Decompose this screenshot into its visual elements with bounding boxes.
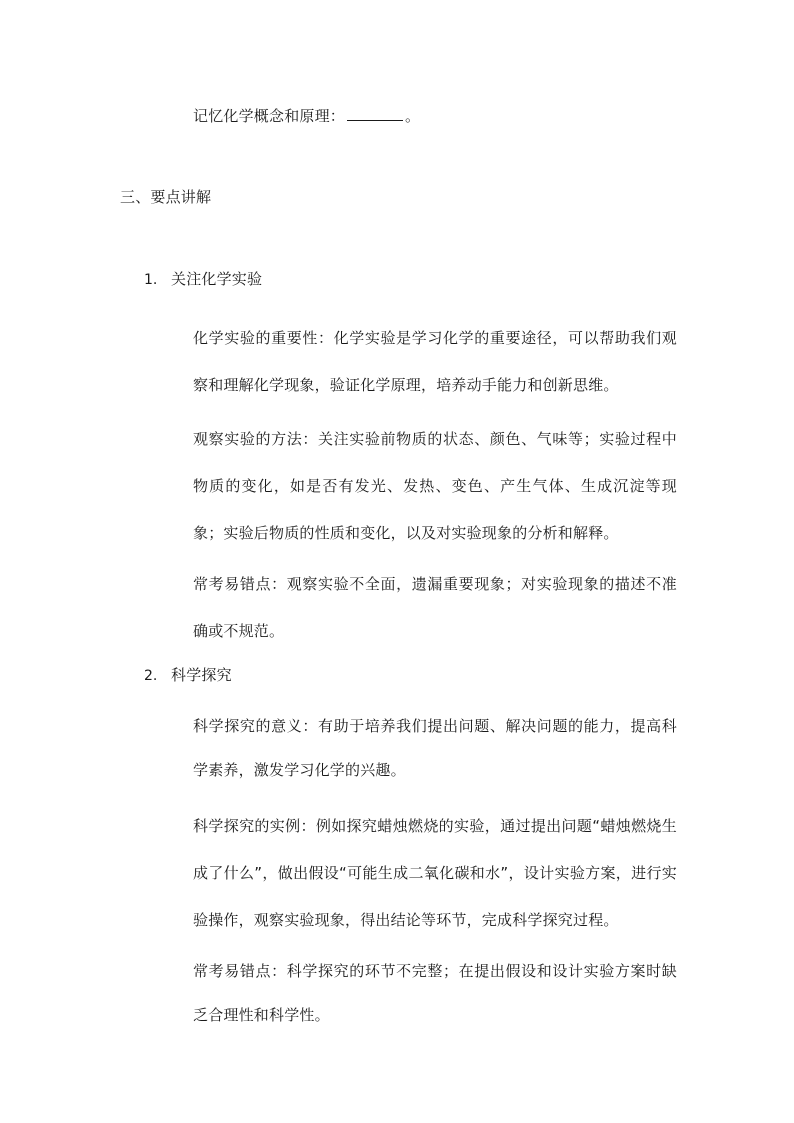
intro-line [193, 106, 420, 126]
intro-label: 记忆化学概念和原理： [193, 107, 346, 125]
section-heading: 三、要点讲解 [120, 188, 212, 206]
answer-blank [347, 106, 403, 121]
intro-end: 。 [405, 107, 421, 125]
item-2-paragraph-1: 科学探究的意义：有助于培养我们提出问题、解决问题的能力，提高科学素养，激发学习化学的兴趣。 [193, 717, 677, 779]
item-1-paragraph-3: 常考易错点：观察实验不全面，遗漏重要现象；对实验现象的描述不准确或不规范。 [193, 575, 677, 640]
item-2-number: 2. [144, 668, 158, 684]
item-1-number: 1. [144, 272, 158, 288]
item-1-paragraph-1: 化学实验的重要性：化学实验是学习化学的重要途径，可以帮助我们观察和理解化学现象，验证化学原理，培养动手能力和创新思维。 [193, 329, 677, 394]
item-1-paragraph-2: 观察实验的方法：关注实验前物质的状态、颜色、气味等；实验过程中物质的变化，如是否有发光、发热、变色、产生气体、生成沉淀等现象；实验后物质的性质和变化，以及对实验现象的分析和解释。 [193, 430, 677, 542]
item-2-paragraph-3: 常考易错点：科学探究的环节不完整；在提出假设和设计实验方案时缺乏合理性和科学性。 [193, 962, 677, 1024]
item-2-paragraph-2: 科学探究的实例：例如探究蜡烛燃烧的实验，通过提出问题“蜡烛燃烧生成了什么”，做出假设“可能生成二氧化碳和水”，设计实验方案，进行实验操作，观察实验现象，得出结论等环节，完成科学探究过程。 [193, 817, 677, 929]
item-1-title: 关注化学实验 [171, 270, 263, 288]
item-2-title: 科学探究 [171, 666, 232, 684]
